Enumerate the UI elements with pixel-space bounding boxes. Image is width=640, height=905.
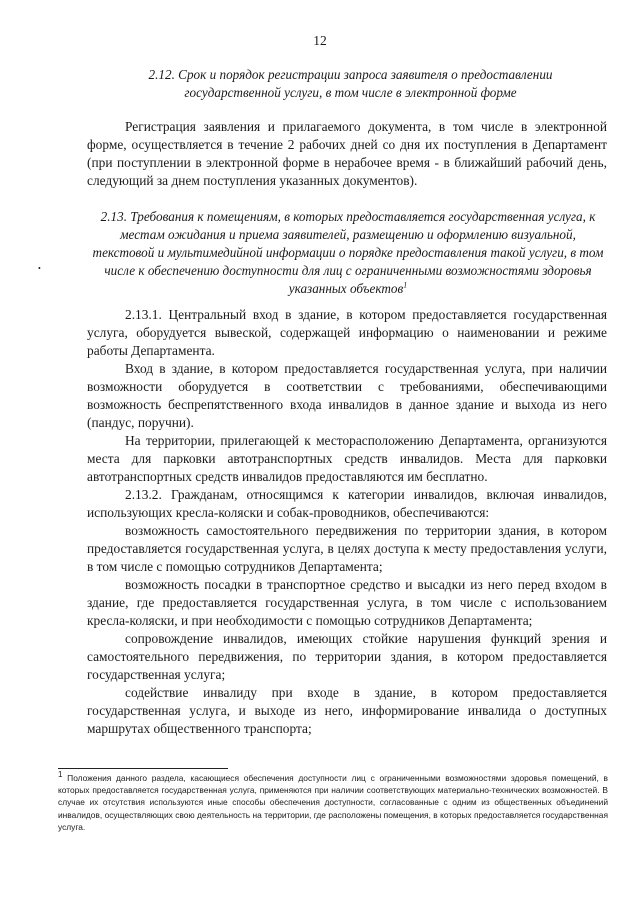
footnote (58, 772, 608, 833)
section-2-13-body (87, 306, 607, 738)
paragraph: Вход в здание, в котором предоставляется государственная услуга, при наличии возможности оборудуется в соответствии с требованиями, обеспечивающими возможность беспрепятственного входа инвалидов в данное здание и выхода из него (пандус, поручни). (87, 361, 607, 430)
stray-mark: • (38, 264, 41, 273)
page-number: 12 (313, 33, 327, 48)
section-heading-2-13 (88, 208, 608, 298)
paragraph: сопровождение инвалидов, имеющих стойкие нарушения функций зрения и самостоятельного передвижения, по территории здания, в котором предоставляется государственная услуга; (87, 631, 607, 682)
paragraph: возможность посадки в транспортное средство и высадки из него перед входом в здание, где предоставляется государственная услуга, в том числе с использованием кресла-коляски, и при необходимости с помощью сотрудников Департамента; (87, 577, 607, 628)
footnote-number: 1 (58, 770, 63, 780)
paragraph: содействие инвалиду при входе в здание, в котором предоставляется государственная услуга, и выходе из него, информирование инвалида о доступных маршрутах общественного транспорта; (87, 685, 607, 736)
footnote-reference: 1 (403, 280, 408, 290)
section-2-12-body (87, 118, 607, 190)
paragraph: возможность самостоятельного передвижения по территории здания, в котором предоставляется государственная услуга, в целях доступа к месту предоставления услуги, в том числе с помощью сотрудников Департамента; (87, 523, 607, 574)
paragraph: На территории, прилегающей к месторасположению Департамента, организуются места для парковки автотранспортных средств инвалидов. Места для парковки автотранспортных средств инвалидов предоставляются им бесплатно. (87, 433, 607, 484)
paragraph-2-12: Регистрация заявления и прилагаемого документа, в том числе в электронной форме, осуществляется в течение 2 рабочих дней со дня их поступления в Департамент (при поступлении в электронной форме в нерабочее время - в ближайший рабочий день, следующий за днем поступления указанных документов). (87, 119, 607, 188)
paragraph: 2.13.2. Гражданам, относящимся к категории инвалидов, включая инвалидов, использующих кресла-коляски и собак-проводников, обеспечиваются: (87, 487, 607, 520)
paragraph: 2.13.1. Центральный вход в здание, в котором предоставляется государственная услуга, оборудуется вывеской, содержащей информацию о наименовании и режиме работы Департамента. (87, 307, 607, 358)
footnote-divider (58, 768, 228, 769)
section-heading-2-12-text: 2.12. Срок и порядок регистрации запроса заявителя о предоставлении государственной услуги, в том числе в электронной форме (148, 67, 553, 100)
section-heading-2-13-text: 2.13. Требования к помещениям, в которых предоставляется государственная услуга, к местам ожидания и приема заявителей, размещению и оформлению визуальной, текстовой и мультимедийной информации о порядке предоставления такой услуги, в том числе к обеспечению доступности для лиц с ограниченными возможностями здоровья указанных объектов (92, 209, 604, 296)
section-heading-2-12 (118, 66, 583, 102)
footnote-text: Положения данного раздела, касающиеся обеспечения доступности лиц с ограниченными возможностями здоровья помещений, в которых предоставляется государственная услуга, применяются при наличии соответствующих материально-технических возможностей. В случае их отсутствия используются иные способы обеспечения доступности, согласованные с одним из общественных объединений инвалидов, осуществляющих свою деятельность на территории, где расположены помещения, в которых предоставляется государственная услуга. (58, 773, 609, 832)
